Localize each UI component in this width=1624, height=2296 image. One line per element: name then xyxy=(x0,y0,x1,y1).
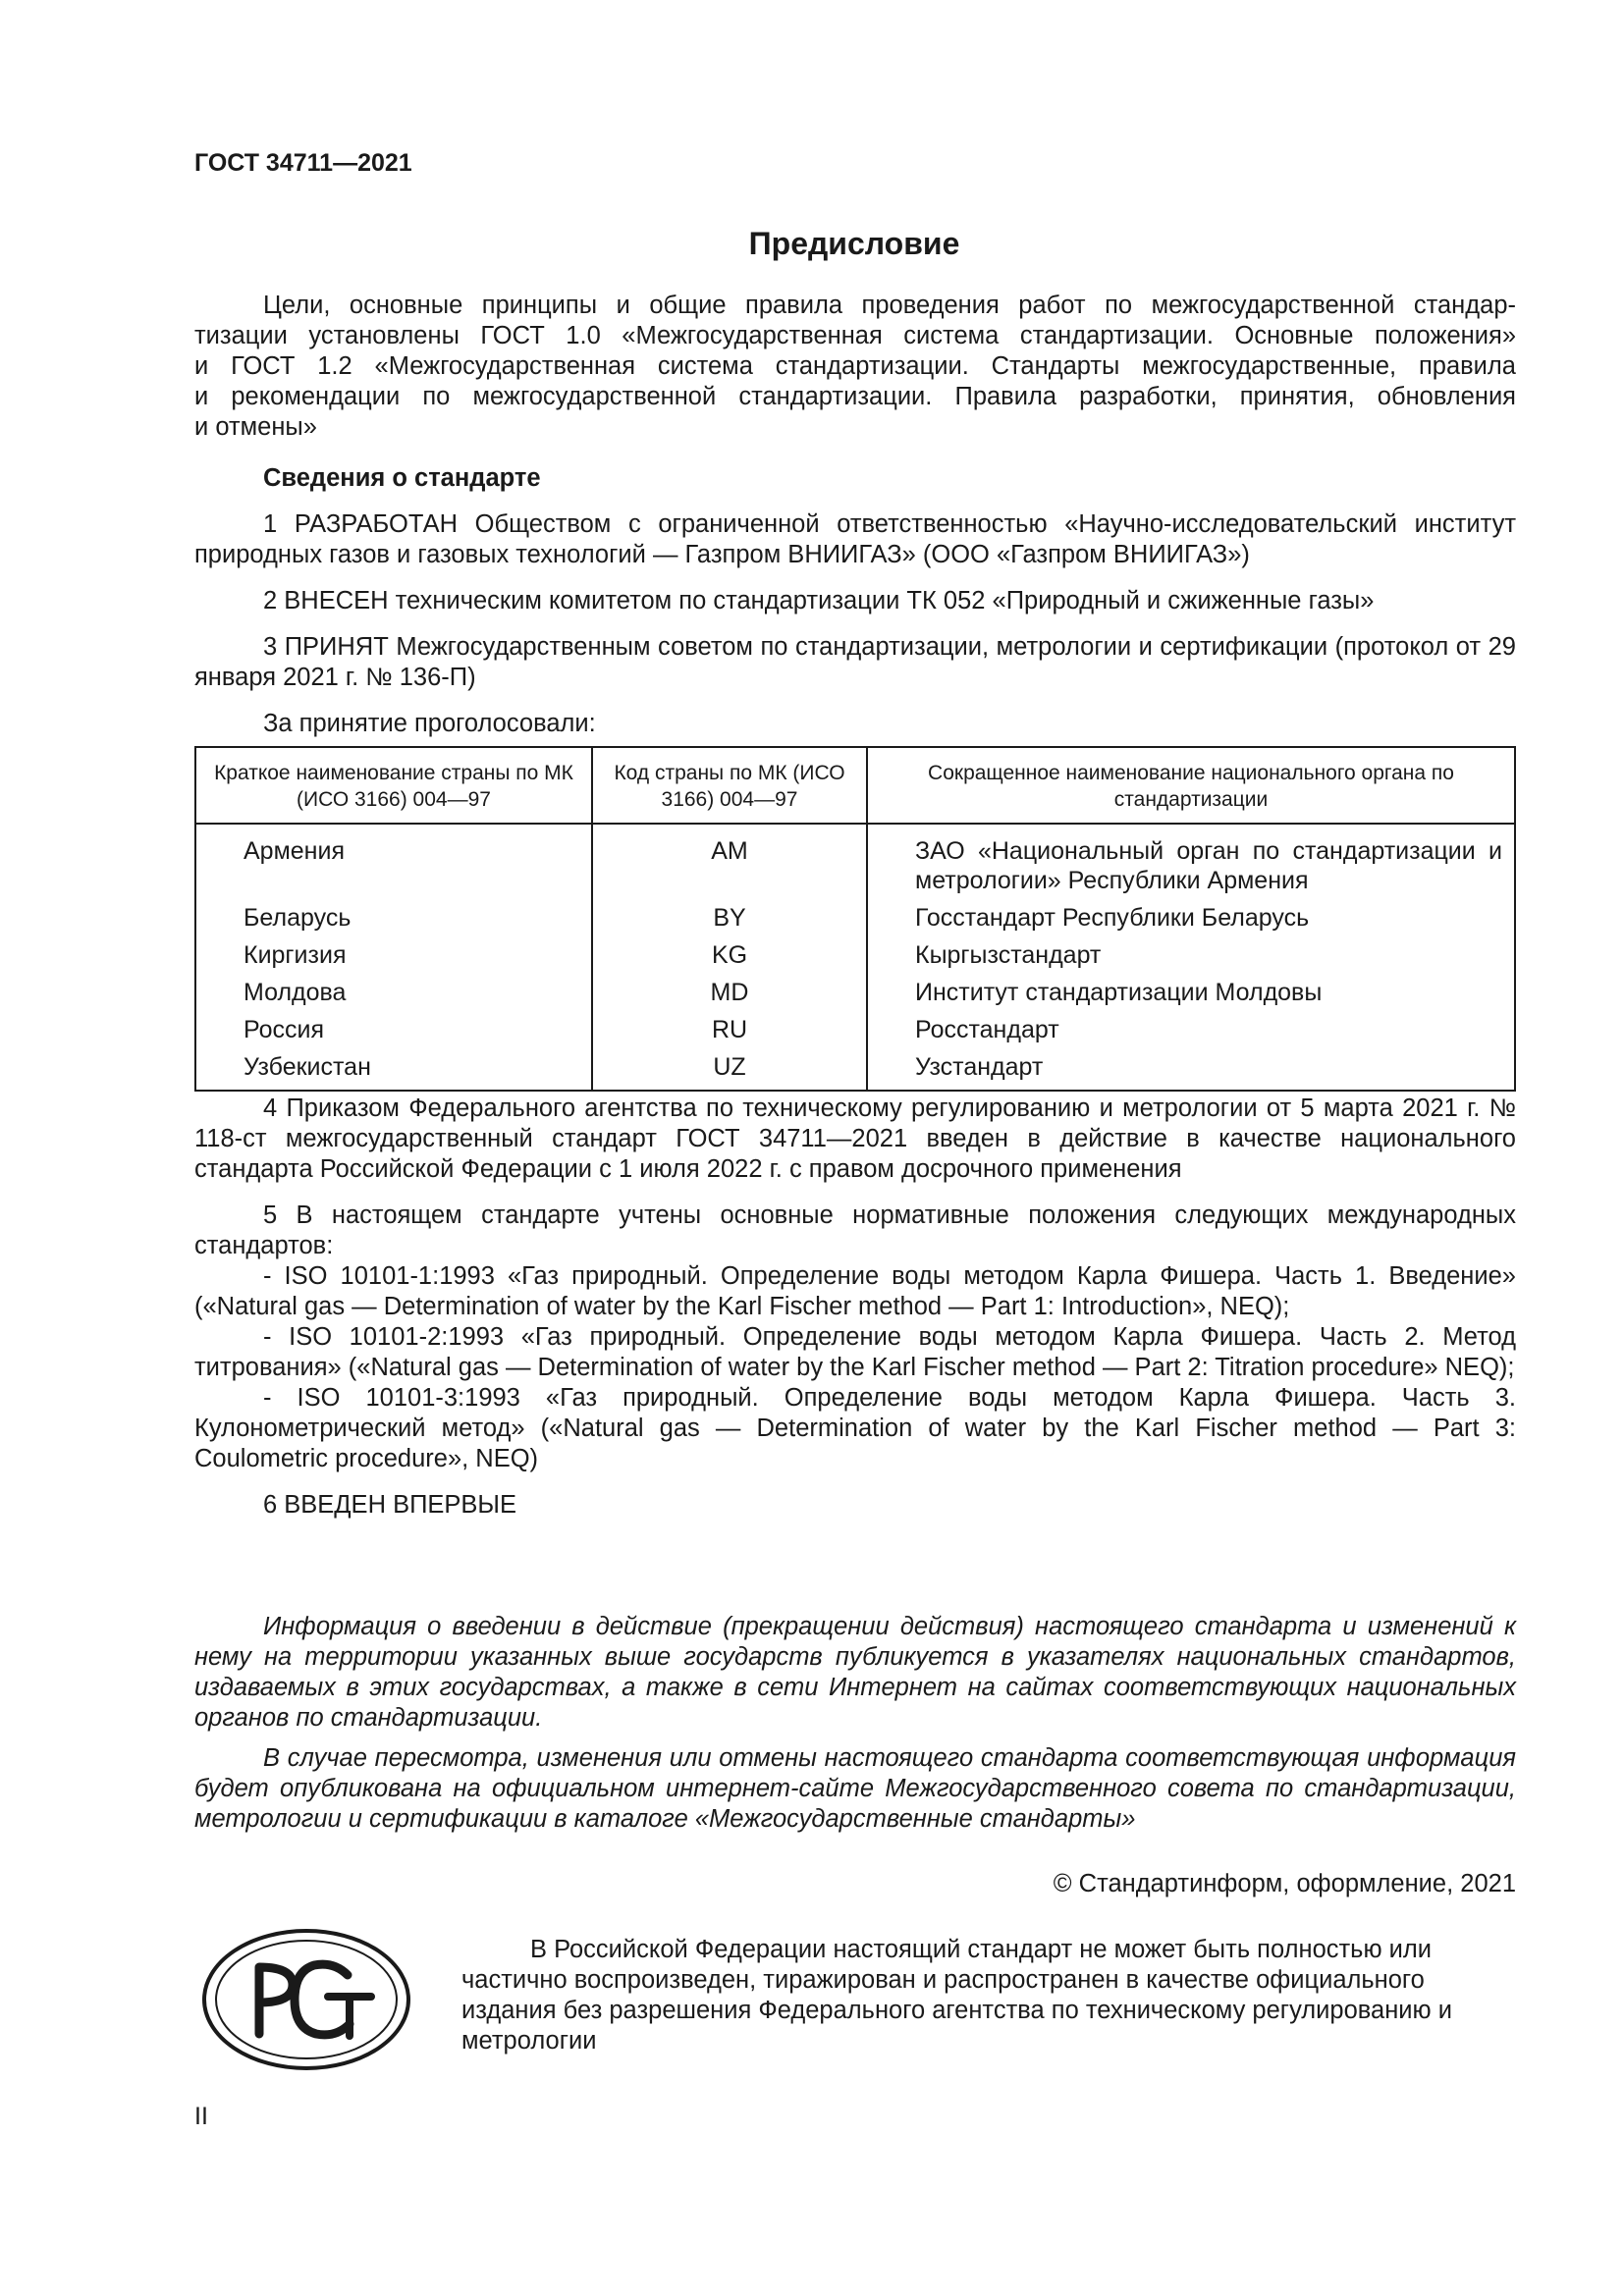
code-cell: RU xyxy=(592,1011,867,1048)
item-adopted: 3 ПРИНЯТ Межгосударственным советом по стандартизации, метрологии и сертификации (протокол от 29 января 2021 г. № 136-П) xyxy=(194,633,1516,691)
info-notes xyxy=(194,1612,1516,1835)
items-after-table xyxy=(194,1094,1516,1521)
item-enacted: 4 Приказом Федерального агентства по техническому регулированию и метрологии от 5 марта 2021 г. № 118-ст межгосударственный стандарт ГОСТ 34711—2021 введен в действие в качестве национального стандарта Российской Федерации с 1 июля 2022 г. с правом досрочного применения xyxy=(194,1095,1516,1183)
org-cell: ЗАО «Национальный орган по стандартизации и метрологии» Республики Армения xyxy=(867,824,1515,899)
intro-line: и рекомендации по межгосударственной стандартизации. Правила разработки, принятия, обновления xyxy=(194,383,1516,410)
intro-line: и отмены» xyxy=(194,413,317,441)
item-developed: 1 РАЗРАБОТАН Обществом с ограниченной ответственностью «Научно-исследовательский институт природных газов и газовых технологий — Газпром ВНИИГАЗ» (ООО «Газпром ВНИИГАЗ») xyxy=(194,510,1516,568)
item-submitted: 2 ВНЕСЕН техническим комитетом по стандартизации ТК 052 «Природный и сжиженные газы» xyxy=(263,587,1375,614)
rst-certification-mark-icon xyxy=(198,1926,414,2073)
intro-paragraph xyxy=(194,291,1516,443)
table-row xyxy=(195,1011,1515,1048)
standard-code: ГОСТ 34711—2021 xyxy=(194,149,412,177)
org-cell: Росстандарт xyxy=(867,1011,1515,1048)
country-cell: Россия xyxy=(244,1016,324,1043)
copyright: © Стандартинформ, оформление, 2021 xyxy=(1053,1870,1516,1897)
country-cell: Беларусь xyxy=(244,904,352,932)
item-iso-2: - ISO 10101-2:1993 «Газ природный. Определение воды методом Карла Фишера. Часть 2. Метод титрования» («Natural gas — Determination of water by the Karl Fischer method — Part 2: Titration procedure» NEQ); xyxy=(194,1323,1516,1381)
item-iso-3: - ISO 10101-3:1993 «Газ природный. Определение воды методом Карла Фишера. Часть 3. Кулонометрический метод» («Natural gas — Determination of water by the Karl Fischer method — Part 3: Coulometric procedure», NEQ) xyxy=(194,1384,1516,1472)
org-cell: Госстандарт Республики Беларусь xyxy=(867,899,1515,936)
voting-countries-table xyxy=(194,746,1516,1092)
code-cell: KG xyxy=(592,936,867,974)
country-cell: Молдова xyxy=(244,979,347,1006)
intro-line: и ГОСТ 1.2 «Межгосударственная система стандартизации. Стандарты межгосударственные, правила xyxy=(194,352,1516,380)
country-cell: Армения xyxy=(244,837,345,865)
voted-label: За принятие проголосовали: xyxy=(263,710,596,737)
country-cell: Киргизия xyxy=(244,941,347,969)
legal-notice xyxy=(461,1935,1516,2056)
org-cell: Кыргызстандарт xyxy=(867,936,1515,974)
item-iso-1: - ISO 10101-1:1993 «Газ природный. Определение воды методом Карла Фишера. Часть 1. Введение» («Natural gas — Determination of water by the Karl Fischer method — Part 1: Introduction», NEQ); xyxy=(194,1262,1516,1320)
org-cell: Узстандарт xyxy=(867,1048,1515,1091)
notice-text: В Российской Федерации настоящий стандарт не может быть полностью или частично воспроизведен, тиражирован и распространен в качестве официального издания без разрешения Федерального агентства по техническому регулированию и метрологии xyxy=(461,1936,1452,2055)
item-international-intro: 5 В настоящем стандарте учтены основные нормативные положения следующих международных стандартов: xyxy=(194,1201,1516,1259)
note-publication: Информация о введении в действие (прекращении действия) настоящего стандарта и изменений к нему на территории указанных выше государств публикуется в указателях национальных стандартов, издаваемых в этих государствах, а также в сети Интернет на сайтах соответствующих национальных органов по стандартизации. xyxy=(194,1613,1516,1732)
org-cell: Институт стандартизации Молдовы xyxy=(867,974,1515,1011)
header-org: Сокращенное наименование национального органа по стандартизации xyxy=(867,747,1515,824)
info-heading: Сведения о стандарте xyxy=(263,464,541,492)
table-row xyxy=(195,936,1515,974)
intro-line: тизации установлены ГОСТ 1.0 «Межгосударственная система стандартизации. Основные положения» xyxy=(194,322,1516,349)
item-first-introduced: 6 ВВЕДЕН ВПЕРВЫЕ xyxy=(263,1491,517,1519)
table-row xyxy=(195,899,1515,936)
standard-info-section xyxy=(194,463,1516,739)
header-code: Код страны по МК (ИСО 3166) 004—97 xyxy=(592,747,867,824)
table-header-row xyxy=(195,747,1515,824)
code-cell: BY xyxy=(592,899,867,936)
code-cell: UZ xyxy=(592,1048,867,1091)
country-cell: Узбекистан xyxy=(244,1053,371,1081)
table-row xyxy=(195,824,1515,899)
note-revision: В случае пересмотра, изменения или отмены настоящего стандарта соответствующая информация будет опубликована на официальном интернет-сайте Межгосударственного совета по стандартизации, метрологии и сертификации в каталоге «Межгосударственные стандарты» xyxy=(194,1744,1516,1833)
table-row xyxy=(195,1048,1515,1091)
intro-line: Цели, основные принципы и общие правила проведения работ по межгосударственной стандар- xyxy=(263,292,1516,319)
page-title: Предисловие xyxy=(748,226,960,261)
page-number: II xyxy=(194,2103,208,2130)
code-cell: MD xyxy=(592,974,867,1011)
table-row xyxy=(195,974,1515,1011)
header-country: Краткое наименование страны по МК (ИСО 3166) 004—97 xyxy=(195,747,592,824)
code-cell: AM xyxy=(592,824,867,899)
